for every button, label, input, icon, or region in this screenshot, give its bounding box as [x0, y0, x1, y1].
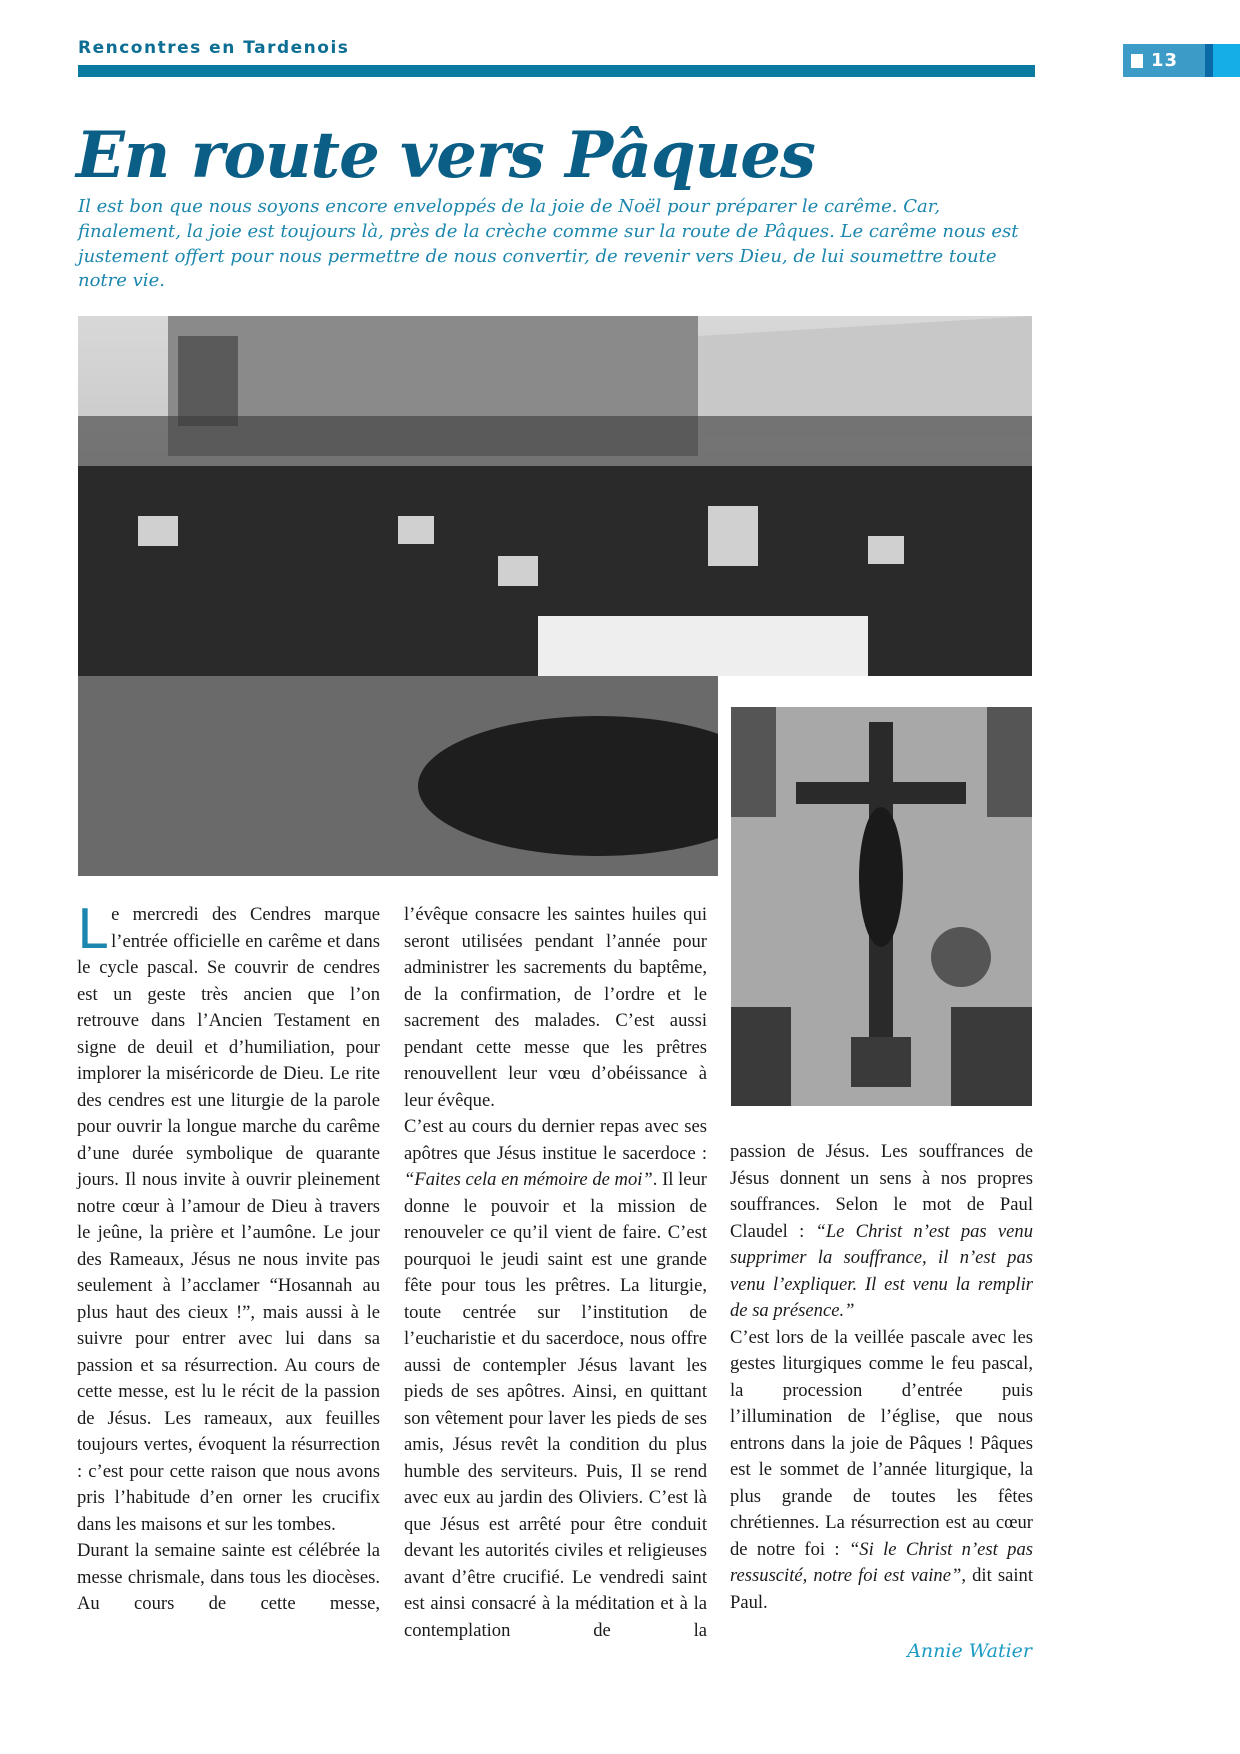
- header-rule: [78, 65, 1035, 77]
- section-header: Rencontres en Tardenois: [78, 38, 350, 58]
- paragraph-text: , dit saint Paul.: [730, 1565, 1033, 1613]
- paragraph-text: . Il leur donne le pouvoir et la mission de renouveler ce qu’il vient de faire. C’est pourquoi le jeudi saint est une grande fête pour tous les prêtres. La liturgie, toute centrée sur l’institution de l’eucharistie et du sacerdoce, nous offre aussi de contempler Jésus lavant les pieds de ses apôtres. Ainsi, en quittant son vêtement pour laver les pieds de ses amis, Jésus revêt la condition du plus humble des serviteurs. Puis, Il se rend avec eux au jardin des Oliviers. C’est là que Jésus est arrêté pour être conduit devant les autorités civiles et religieuses avant d’être crucifié. Le vendredi saint est ainsi consacré à la méditation et à la contemplation de la: [404, 1169, 707, 1641]
- column-2: [404, 902, 707, 1644]
- article-intro: Il est bon que nous soyons encore enveloppés de la joie de Noël pour préparer le carême. Car, finalement, la joie est toujours là, près de la crèche comme sur la route de Pâques. Le carême nous est justement offert pour nous permettre de nous convertir, de revenir vers Dieu, de lui soumettre toute notre vie.: [78, 196, 1019, 292]
- page-tab-stripe-light: [1213, 44, 1240, 77]
- page-tab-stripe: [1205, 44, 1213, 77]
- paragraph: [404, 1114, 707, 1644]
- paragraph: l’évêque consacre les saintes huiles qui seront utilisées pendant l’année pour administrer les sacrements du baptême, de la confirmation, de l’ordre et le sacrement des malades. C’est aussi pendant cette messe que les prêtres renouvellent leur vœu d’obéissance à leur évêque.: [404, 904, 707, 1111]
- paragraph: [730, 1325, 1033, 1617]
- author-signature: Annie Watier: [907, 1640, 1032, 1662]
- article-title: En route vers Pâques: [76, 118, 815, 193]
- paragraph: Durant la semaine sainte est célébrée la messe chrismale, dans tous les diocèses. Au cours de cette messe,: [77, 1540, 380, 1614]
- square-icon: [1131, 54, 1143, 68]
- page-number-tab: [1123, 44, 1209, 77]
- column-3: [730, 1139, 1033, 1616]
- paragraph-text: passion de Jésus. Les souffrances de Jésus donnent un sens à nos propres souffrances. Selon le mot de Paul Claudel :: [730, 1141, 1033, 1242]
- paragraph: [77, 898, 380, 1538]
- paragraph-text: C’est au cours du dernier repas avec ses apôtres que Jésus institue le sacerdoce :: [404, 1116, 707, 1164]
- crucifix-photo-image: [731, 707, 1032, 1106]
- paragraph: [730, 1139, 1033, 1325]
- page-number: 13: [1151, 50, 1179, 71]
- quote: “Faites cela en mémoire de moi”: [404, 1169, 653, 1190]
- crucifix-photo: [721, 697, 1032, 1106]
- paragraph-text: e mercredi des Cendres marque l’entrée officielle en carême et dans le cycle pascal. Se couvrir de cendres est un geste très ancien que l’on retrouve dans l’Ancien Testament en signe de deuil et d’humiliation, pour implorer la miséricorde de Dieu. Le rite des cendres est une liturgie de la parole pour ouvrir la longue marche du carême d’une durée symbolique de quarante jours. Il nous invite à ouvrir pleinement notre cœur à l’amour de Dieu à travers le jeûne, la prière et l’aumône. Le jour des Rameaux, Jésus ne nous invite pas seulement à l’acclamer “Hosannah au plus haut des cieux !”, mais aussi à le suivre pour entrer avec lui dans sa passion et sa résurrection. Au cours de cette messe, est lu le récit de la passion de Jésus. Les rameaux, aux feuilles toujours vertes, évoquent la résurrection : c’est pour cette raison que nous avons pris l’habitude d’en orner les crucifix dans les maisons et sur les tombes.: [77, 904, 380, 1535]
- column-1: [77, 898, 380, 1618]
- quote: “Si le Christ n’est pas ressuscité, notre foi est vaine”: [730, 1538, 1033, 1586]
- paragraph-text: C’est lors de la veillée pascale avec les gestes liturgiques comme le feu pascal, la procession d’entrée puis l’illumination de l’église, que nous entrons dans la joie de Pâques ! Pâques est le sommet de l’année liturgique, la plus grande de toutes les fêtes chrétiennes. La résurrection est au cœur de notre foi :: [730, 1326, 1033, 1560]
- quote: “Le Christ n’est pas venu supprimer la souffrance, il n’est pas venu l’expliquer. Il est venu la remplir de sa présence.”: [730, 1220, 1033, 1321]
- drop-cap: L: [77, 898, 108, 961]
